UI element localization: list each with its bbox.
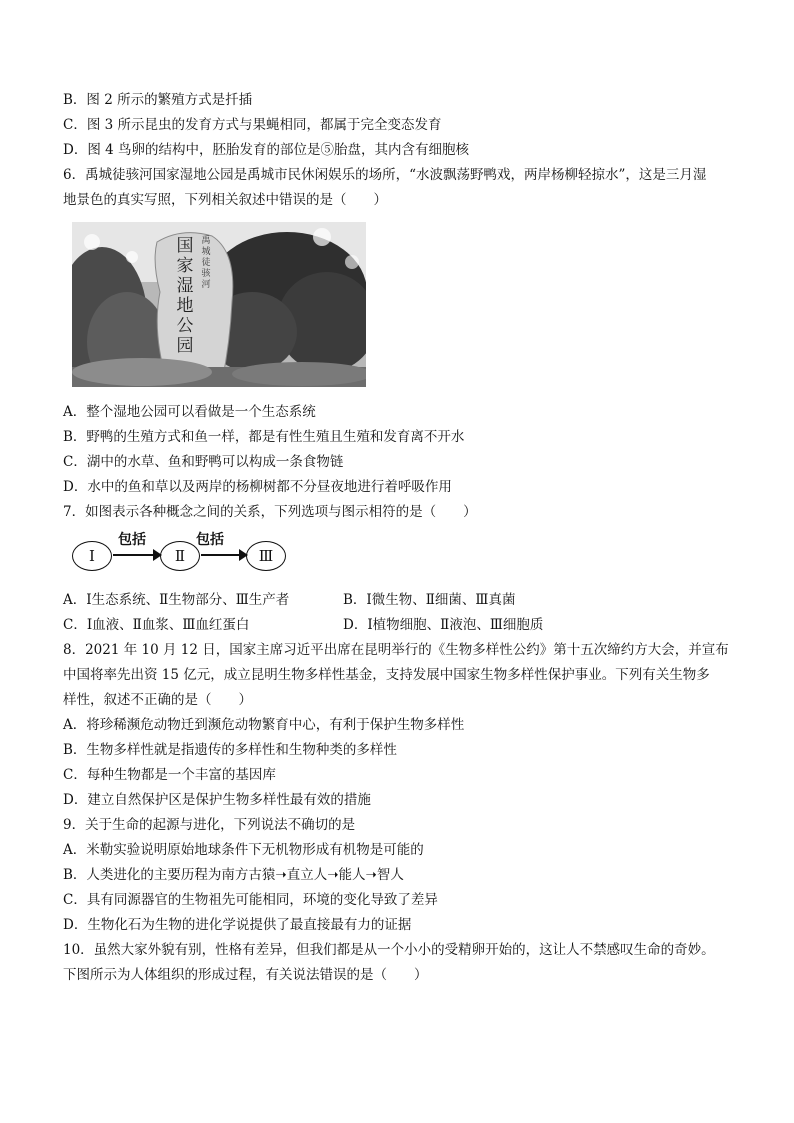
q9-stem: 9．关于生命的起源与进化，下列说法不确切的是 [63, 817, 356, 833]
q10-stem-line1: 10．虽然大家外貌有别，性格有差异，但我们都是从一个小小的受精卵开始的，这让人不禁感叹生命的奇妙。 [63, 942, 715, 958]
q9-option-b: B．人类进化的主要历程为南方古猿➝直立人➝能人➝智人 [63, 867, 404, 883]
q5-option-d: D．图 4 鸟卵的结构中，胚胎发育的部位是⑤胎盘，其内含有细胞核 [63, 142, 469, 158]
q8-option-c: C．每种生物都是一个丰富的基因库 [63, 767, 276, 783]
q7-option-d: D．Ⅰ植物细胞、Ⅱ液泡、Ⅲ细胞质 [343, 617, 544, 633]
concept-circle-2: Ⅱ [160, 541, 200, 571]
q6-option-b: B．野鸭的生殖方式和鱼一样，都是有性生殖且生殖和发育离不开水 [63, 429, 465, 445]
stone-inscription: 国家湿地公园 [176, 236, 194, 356]
concept-diagram [72, 533, 282, 579]
q7-option-b: B．Ⅰ微生物、Ⅱ细菌、Ⅲ真菌 [343, 592, 516, 608]
q8-stem-line2: 中国将率先出资 15 亿元，成立昆明生物多样性基金，支持发展中国家生物多样性保护事业。下列有关生物多 [63, 667, 710, 683]
q9-option-a: A．米勒实验说明原始地球条件下无机物形成有机物是可能的 [63, 842, 424, 858]
concept-circle-1: Ⅰ [72, 541, 112, 571]
wetland-park-photo [72, 222, 366, 387]
q6-option-d: D．水中的鱼和草以及两岸的杨柳树都不分昼夜地进行着呼吸作用 [63, 479, 452, 495]
q8-option-b: B．生物多样性就是指遗传的多样性和生物种类的多样性 [63, 742, 397, 758]
q8-option-d: D．建立自然保护区是保护生物多样性最有效的措施 [63, 792, 371, 808]
q7-option-a: A．Ⅰ生态系统、Ⅱ生物部分、Ⅲ生产者 [63, 592, 290, 608]
q9-option-d: D．生物化石为生物的进化学说提供了最直接最有力的证据 [63, 917, 412, 933]
q6-option-c: C．湖中的水草、鱼和野鸭可以构成一条食物链 [63, 454, 344, 470]
q6-option-a: A．整个湿地公园可以看做是一个生态系统 [63, 404, 316, 420]
wetland-photo-drawing [72, 222, 366, 387]
arrow-1 [113, 554, 160, 556]
arrow-label-1: 包括 [118, 532, 146, 548]
arrow-label-2: 包括 [196, 532, 224, 548]
q8-stem-line3: 样性，叙述不正确的是（ ） [63, 692, 252, 708]
q6-stem-line2: 地景色的真实写照，下列相关叙述中错误的是（ ） [63, 192, 387, 208]
stone-small-inscription: 禹城徒骇河 [201, 236, 211, 290]
concept-circle-3: Ⅲ [246, 541, 286, 571]
arrow-2 [201, 554, 246, 556]
q5-option-c: C．图 3 所示昆虫的发育方式与果蝇相同，都属于完全变态发育 [63, 117, 442, 133]
q8-option-a: A．将珍稀濒危动物迁到濒危动物繁育中心，有利于保护生物多样性 [63, 717, 465, 733]
q7-stem: 7．如图表示各种概念之间的关系，下列选项与图示相符的是（ ） [63, 504, 477, 520]
q7-option-c: C．Ⅰ血液、Ⅱ血浆、Ⅲ血红蛋白 [63, 617, 250, 633]
q10-stem-line2: 下图所示为人体组织的形成过程，有关说法错误的是（ ） [63, 967, 428, 983]
q9-option-c: C．具有同源器官的生物祖先可能相同，环境的变化导致了差异 [63, 892, 438, 908]
q5-option-b: B．图 2 所示的繁殖方式是扦插 [63, 92, 253, 108]
q8-stem-line1: 8．2021 年 10 月 12 日，国家主席习近平出席在昆明举行的《生物多样性公约》第十五次缔约方大会，并宣布 [63, 642, 729, 658]
q6-stem-line1: 6．禹城徒骇河国家湿地公园是禹城市民休闲娱乐的场所，“水波飘荡野鸭戏，两岸杨柳轻掠水”，这是三月湿 [63, 167, 707, 183]
